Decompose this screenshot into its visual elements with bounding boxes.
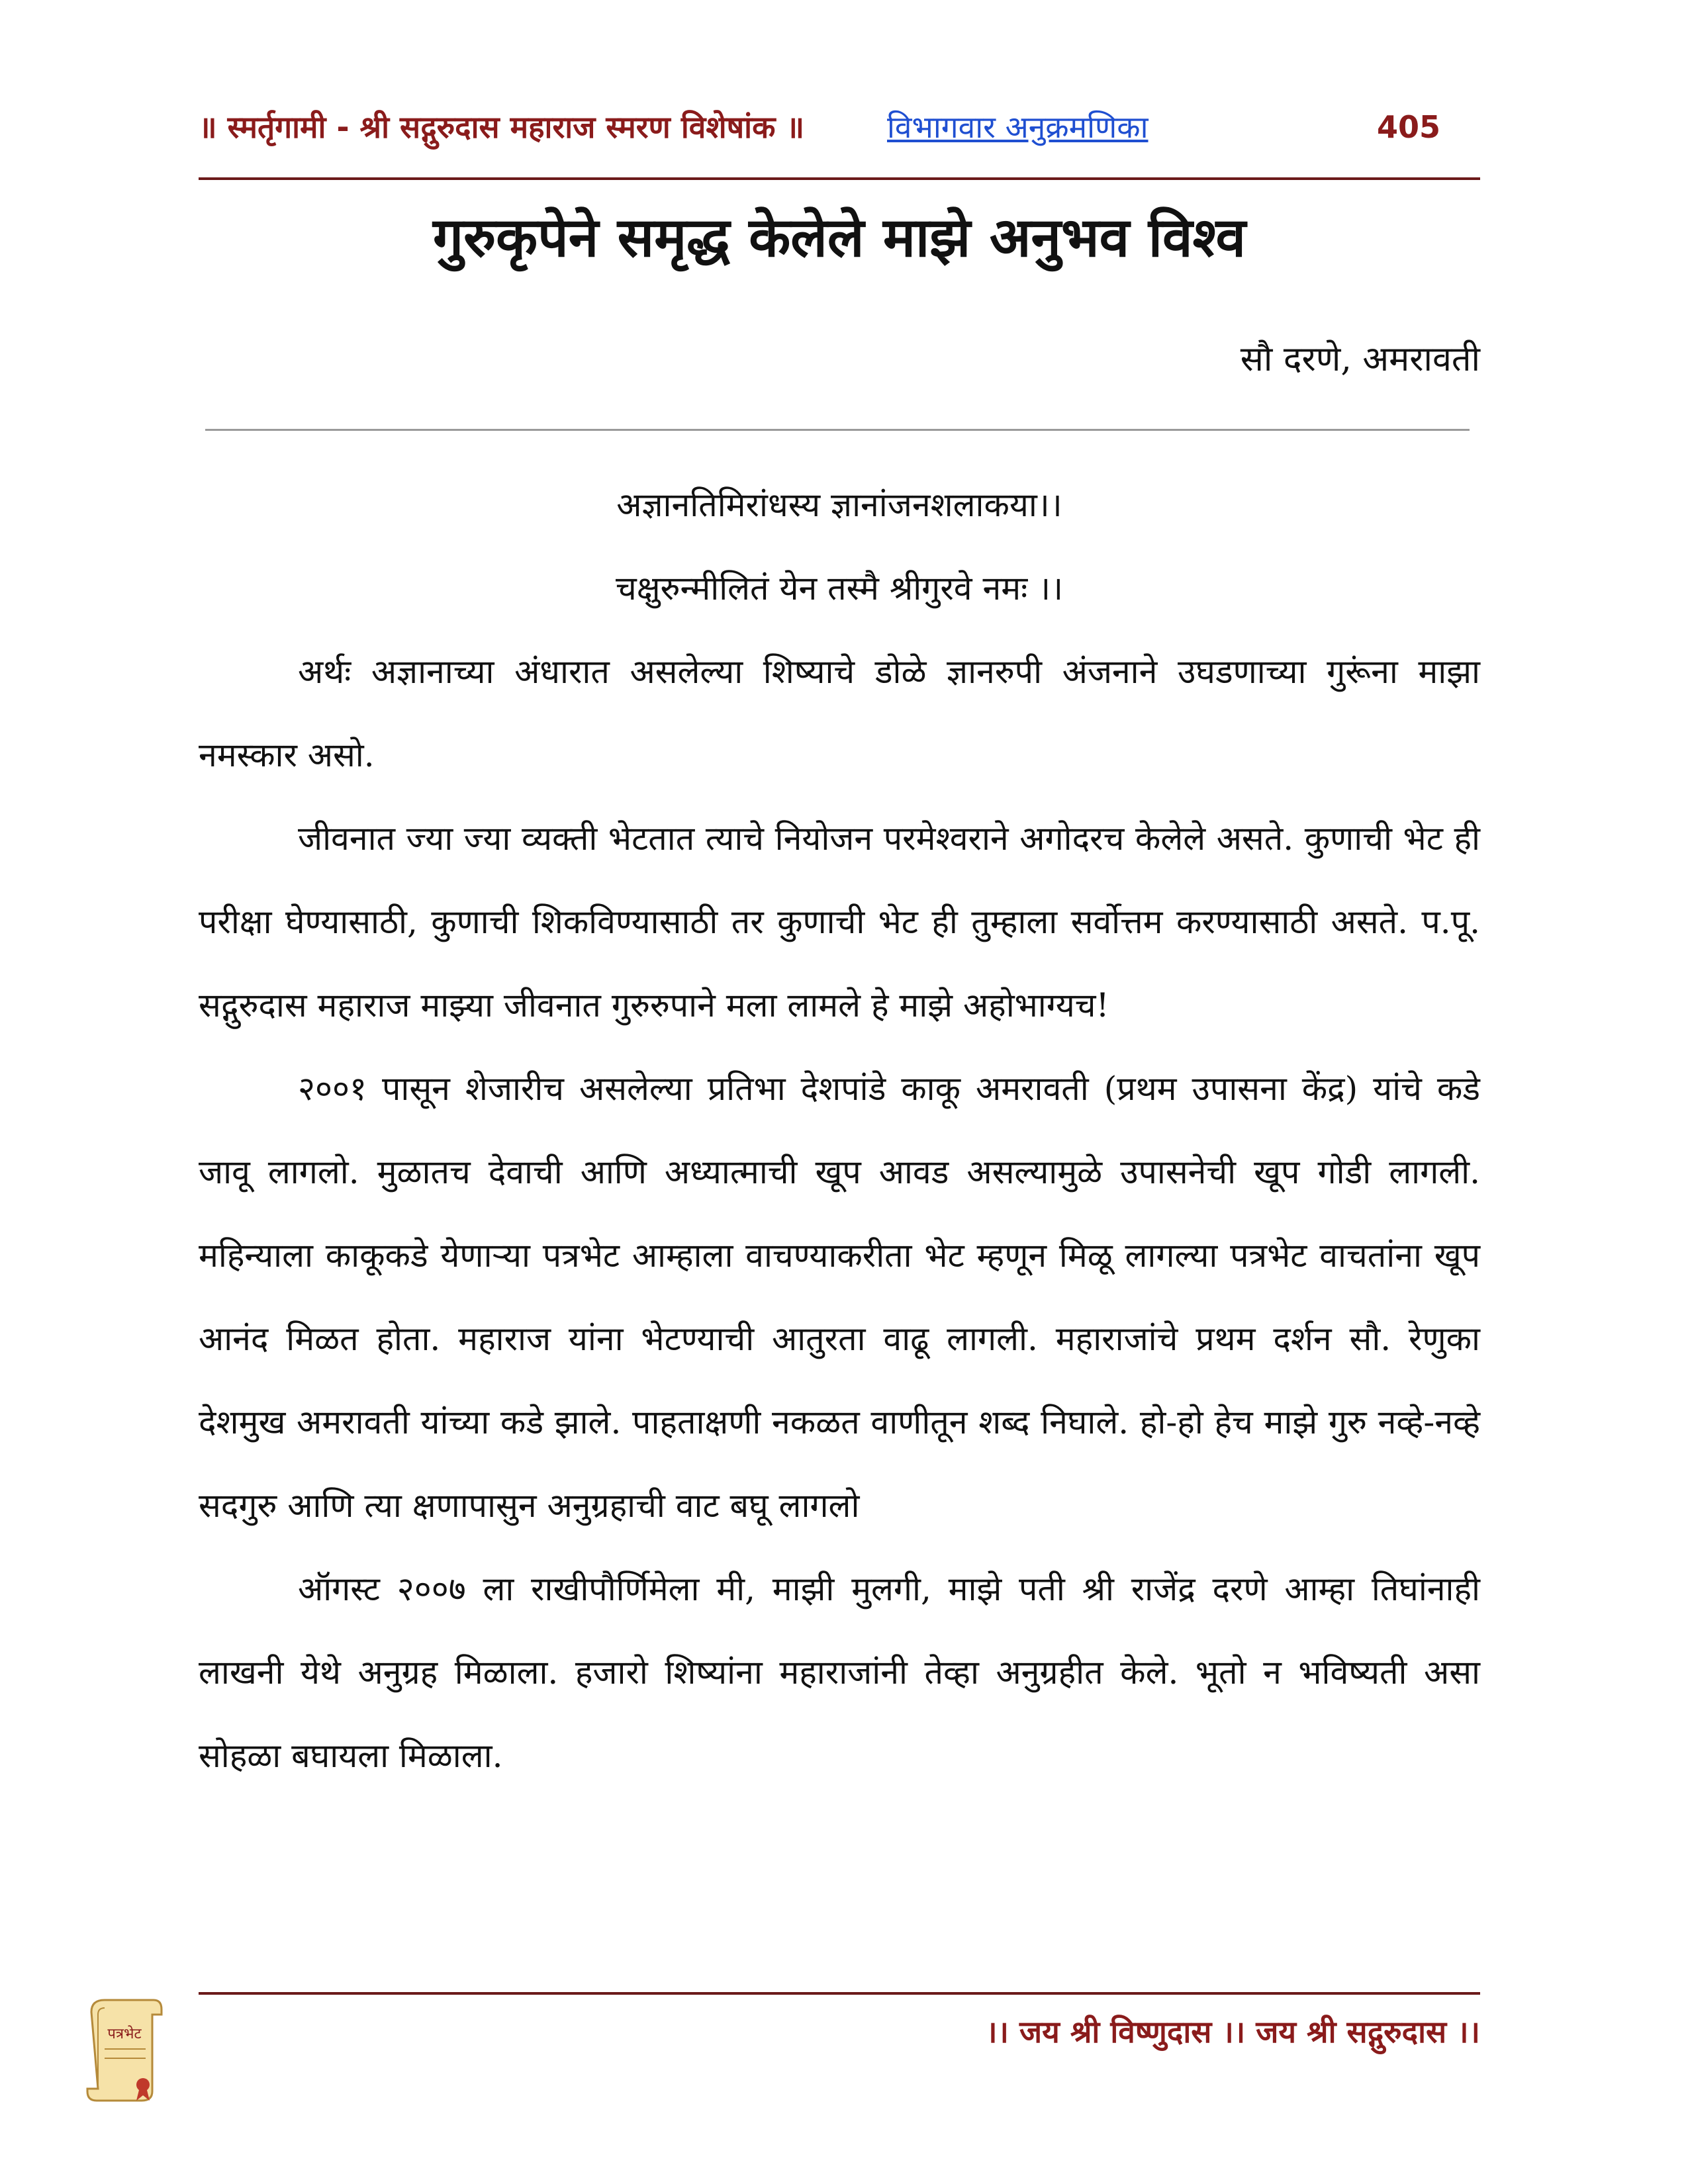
article-body: [199, 463, 1480, 1797]
page-number: 405: [1377, 109, 1441, 145]
footer-text: ।। जय श्री विष्णुदास ।। जय श्री सद्गुरुदास ।।: [986, 2014, 1480, 2050]
index-link[interactable]: विभागवार अनुक्रमणिका: [887, 109, 1149, 145]
author-byline: सौ दरणे, अमरावती: [1240, 340, 1480, 379]
paragraph-2001: २००१ पासून शेजारीच असलेल्या प्रतिभा देशपांडे काकू अमरावती (प्रथम उपासना केंद्र) यांचे कडे जावू लागलो. मुळातच देवाची आणि अध्यात्माची खूप आवड असल्यामुळे उपासनेची खूप गोडी लागली. महिन्याला काकूकडे येणाऱ्या पत्रभेट आम्हाला वाचण्याकरीता भेट म्हणून मिळू लागल्या पत्रभेट वाचतांना खूप आनंद मिळत होता. महाराज यांना भेटण्याची आतुरता वाढू लागली. महाराजांचे प्रथम दर्शन सौ. रेणुका देशमुख अमरावती यांच्या कडे झाले. पाहताक्षणी नकळत वाणीतून शब्द निघाले. हो-हो हेच माझे गुरु नव्हे-नव्हे सदगुरु आणि त्या क्षणापासुन अनुग्रहाची वाट बघू लागलो: [199, 1069, 1480, 1525]
verse-line-1: अज्ञानतिमिरांधस्य ज्ञानांजनशलाकया।।: [616, 486, 1062, 524]
title-divider: [205, 429, 1470, 431]
paragraph-2007: ऑगस्ट २००७ ला राखीपौर्णिमेला मी, माझी मुलगी, माझे पती श्री राजेंद्र दरणे आम्हा तिघांनाही लाखनी येथे अनुग्रह मिळाला. हजारो शिष्यांना महाराजांनी तेव्हा अनुग्रहीत केले. भूतो न भविष्यती असा सोहळा बघायला मिळाला.: [199, 1570, 1480, 1775]
paragraph-meaning: अर्थः अज्ञानाच्या अंधारात असलेल्या शिष्याचे डोळे ज्ञानरुपी अंजनाने उघडणाच्या गुरूंना माझा नमस्कार असो.: [199, 653, 1480, 774]
logo-text: पत्रभेट: [107, 2026, 142, 2042]
paragraph-life: जीवनात ज्या ज्या व्यक्ती भेटतात त्याचे नियोजन परमेश्वराने अगोदरच केलेले असते. कुणाची भेट ही परीक्षा घेण्यासाठी, कुणाची शिकविण्यासाठी तर कुणाची भेट ही तुम्हाला सर्वोत्तम करण्यासाठी असते. प.पू. सद्गुरुदास महाराज माझ्या जीवनात गुरुरुपाने मला लामले हे माझे अहोभाग्यच!: [199, 819, 1480, 1024]
verse-line-2: चक्षुरुन्मीलितं येन तस्मै श्रीगुरवे नमः ।।: [615, 569, 1064, 608]
patrabhet-logo: [79, 1992, 165, 2105]
header-divider: [199, 177, 1480, 180]
header-title: ॥ स्मर्तृगामी - श्री सद्गुरुदास महाराज स्मरण विशेषांक ॥: [199, 109, 804, 145]
footer-divider: [199, 1992, 1480, 1995]
article-title: गुरुकृपेने समृद्ध केलेले माझे अनुभव विश्व: [432, 206, 1246, 269]
